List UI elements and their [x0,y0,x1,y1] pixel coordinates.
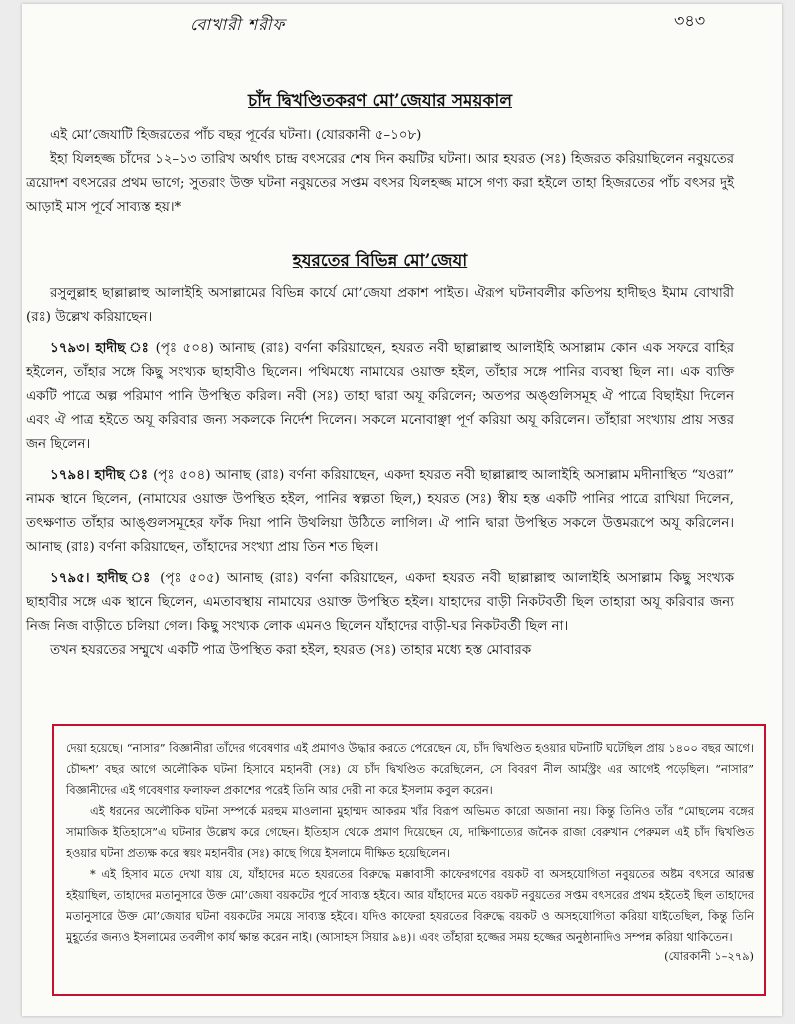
section-heading: চাঁদ দ্বিখণ্ডিতকরণ মো’জেযার সময়কাল [247,91,513,111]
running-head: বোখারী শরীফ [190,15,286,34]
footnote-highlight-box [52,724,766,996]
intro-paragraph: রসুলুল্লাহ ছাল্লাল্লাহু আলাইহি অসাল্লামের বিভিন্ন কার্যে মো’জেযা প্রকাশ পাইত। ঐরূপ ঘটনাবলীর কতিপয় হাদীছও ইমাম বোখারী (রঃ) উল্লেখ করিয়াছেন। [26,286,734,325]
section-miracles [26,276,734,663]
hadith-1793 [26,336,734,457]
hadith-number: ১৭৯৩। হাদীছ ঃ [50,340,151,356]
paragraph: এই মো’জেযাটি হিজরতের পাঁচ বছর পূর্বের ঘটনা। (যোরকানী ৫–১০৮) [50,128,422,143]
footnote-asterisk-note: * এই হিসাব মতে দেখা যায় যে, যাঁহাদের মতে হযরতের বিরুদ্ধে মক্কাবাসী কাফেরগণের বয়কট বা অসহযোগিতা নবুয়তের অষ্টম বৎসরে আরম্ভ হইয়াছিল, তাহাদের মতানুসারে উক্ত মো’জেযা বয়কটের পূর্বে সাব্যস্ত হইবে। আর যাঁহাদের মতে বয়কট নবুয়তের সপ্তম বৎসরের প্রথম হইতেই ছিল তাহাদের মতানুসারে উক্ত মো’জেযার ঘটনা বয়কটের সময়ে সাব্যস্ত হইবে। যদিও কাফেরা হযরতের বিরুদ্ধে বয়কট ও অসহযোগিতা করিয়া যাইতেছিল, কিন্তু তিনি মুহূর্তের জন্যও ইসলামের তবলীগ কার্য ক্ষান্ত করেন নাই। (আসাহস সিয়ার ৯৪)। এবং তাঁহারা হজ্জের সময় হজ্জের অনুষ্ঠানাদিও সম্পন্ন করিয়া থাকিতেন। [66,867,754,944]
hadith-text: (পৃঃ ৫০৪) আনাছ (রাঃ) বর্ণনা করিয়াছেন, হযরত নবী ছাল্লাল্লাহু আলাইহি অসাল্লাম কোন এক সফরে বাহির হইলেন, তাঁহার সঙ্গে কিছু সংখ্যক ছাহাবীও ছিলেন। পথিমধ্যে নামাযের ওয়াক্ত হইল, তাঁহার সঙ্গে পানির ব্যবস্থা ছিল না। এক ব্যক্তি একটি পাত্রে অল্প পরিমাণ পানি উপস্থিত করিল। নবী (সঃ) তাহা দ্বারা অযূ করিলেন; অতপর অঙ্গুলিসমূহ ঐ পাত্রে বিছাইয়া দিলেন এবং ঐ পাত্র হইতে অযূ করিবার জন্য সকলকে নির্দেশ দিলেন। সকলে মনোবাঞ্ছা পূর্ণ করিয়া অযূ করিলেন। তাঁহারা সংখ্যায় প্রায় সত্তর জন ছিলেন। [26,341,735,452]
footnote-paragraph: দেয়া হয়েছে। “নাসার” বিজ্ঞানীরা তাঁদের গবেষণার এই প্রমাণও উদ্ধার করতে পেরেছেন যে, চাঁদ দ্বিখণ্ডিত হওয়ার ঘটনাটি ঘটেছিল প্রায় ১৪০০ বছর আগে। চৌদ্দশ’ বছর আগে অলৌকিক ঘটনা হিসাবে মহানবী (সঃ) যে চাঁদ দ্বিখণ্ডিত করেছিলেন, সে বিবরণ নীল আর্মস্ট্রং এর আগেই পড়েছিল। “নাসার” বিজ্ঞানীদের এই গবেষণার ফলাফল প্রকাশের পরেই তিনি আর দেরী না করে ইসলাম কবুল করেন। [66,741,754,797]
hadith-1794 [26,463,734,560]
hadith-text: (পৃঃ ৫০৫) আনাছ (রাঃ) বর্ণনা করিয়াছেন, একদা হযরত নবী ছাল্লাল্লাহু আলাইহি অসাল্লাম কিছু সংখ্যক ছাহাবীর সঙ্গে এক স্থানে ছিলেন, এমতাবস্থায় নামাযের ওয়াক্ত উপস্থিত হইল। যাহাদের বাড়ী নিকটবর্তী ছিল তাহারা অযূ করিবার জন্য নিজ নিজ বাড়ীতে চলিয়া গেল। কিছু সংখ্যক লোক এমনও ছিলেন যাঁহাদের বাড়ী-ঘর নিকটবর্তী ছিল না। [26,571,735,634]
hadith-number: ১৭৯৪। হাদীছ ঃ [50,467,149,483]
page-number: ৩৪৩ [674,11,706,30]
footnote-source: (যোরকানী ১–২৭৯) [664,949,754,963]
hadith-number: ১৭৯৫। হাদীছ ঃ [50,570,154,586]
hadith-text: (পৃঃ ৫০৪) আনাছ (রাঃ) বর্ণনা করিয়াছেন, একদা হযরত নবী ছাল্লাল্লাহু আলাইহি অসাল্লাম মদীনাস্থিত “যওরা” নামক স্থানে ছিলেন, (নামাযের ওয়াক্ত উপস্থিত হইল, পানির স্বল্পতা ছিল,) হযরত (সঃ) স্বীয় হস্ত একটি পানির পাত্রে রাখিয়া দিলেন, তৎক্ষণাত তাঁহার আঙ্গুলসমূহের ফাঁক দিয়া পানি উথলিয়া উঠিতে লাগিল। ঐ পানি দ্বারা উপস্থিত সকলে উত্তমরূপে অযূ করিলেন। আনাছ (রাঃ) বর্ণনা করিয়াছেন, তাঁহাদের সংখ্যা প্রায় তিন শত ছিল। [26,468,734,555]
continuation-line: তখন হযরতের সম্মুখে একটি পাত্র উপস্থিত করা হইল, হযরত (সঃ) তাহার মধ্যে হস্ত মোবারক [50,643,532,658]
hadith-1795 [26,566,734,639]
section-heading: হযরতের বিভিন্ন মো’জেযা [292,251,468,271]
section-moon-splitting [26,88,734,220]
section-miracles-heading-wrap [26,248,734,276]
paragraph: ইহা যিলহজ্জ চাঁদের ১২–১৩ তারিখ অর্থাৎ চান্দ্র বৎসরের শেষ দিন কয়টির ঘটনা। আর হযরত (সঃ) হিজরত করিয়াছিলেন নবুয়তের ত্রয়োদশ বৎসরের প্রথম ভাগে; সুতরাং উক্ত ঘটনা নবুয়তের সপ্তম বৎসর যিলহজ্জ মাসে গণ্য করা হইলে তাহা হিজরতের পাঁচ বৎসর দুই আড়াই মাস পূর্বে সাব্যস্ত হয়।* [26,152,734,215]
footnote-paragraph: এই ধরনের অলৌকিক ঘটনা সম্পর্কে মরহুম মাওলানা মুহাম্মদ আকরম খাঁর বিরূপ অভিমত কারো অজানা নয়। কিন্তু তিনিও তাঁর “মোছলেম বঙ্গের সামাজিক ইতিহাসে”এ ঘটনার উল্লেখ করে গেছেন। ইতিহাস থেকে প্রমাণ দিয়েছেন যে, দাক্ষিণাত্যের জনৈক রাজা বেরুখান পেরুমল এই চাঁদ দ্বিখণ্ডিত হওয়ার ঘটনা প্রত্যক্ষ করে স্বয়ং মহানবীর (সঃ) কাছে গিয়ে ইসলামে দীক্ষিত হয়েছিলেন। [66,804,754,860]
